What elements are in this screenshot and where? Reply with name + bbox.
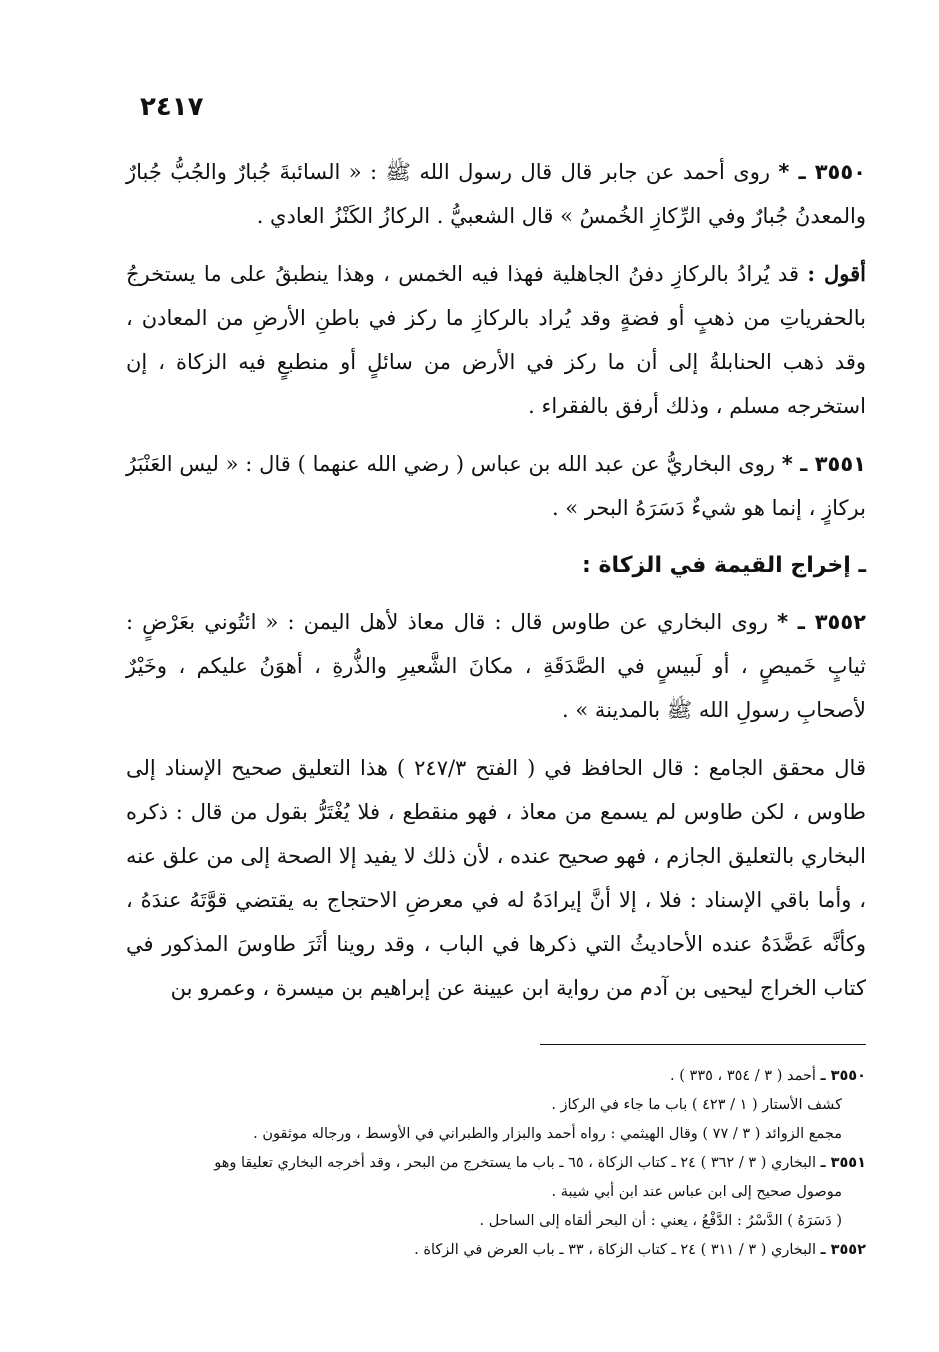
section-heading: ـ إخراج القيمة في الزكاة :: [582, 553, 866, 578]
commentary-lead: أقول :: [807, 261, 866, 286]
footnote-text: البخاري ( ٣ / ٣٦٢ ) ٢٤ ـ كتاب الزكاة ، ٦٥ ـ باب ما يستخرج من البحر ، وقد أخرجه البخاري تعليقا وهو: [214, 1155, 816, 1171]
hadith-number: ٣٥٥١ ـ *: [781, 452, 866, 476]
editor-note-text: قال محقق الجامع : قال الحافظ في ( الفتح ٢٤٧/٣ ) هذا التعليق صحيح الإسناد إلى طاوس ، لكن طاوس لم يسمع من معاذ ، فهو منقطع ، فلا يُغْتَرُّ بقول من قال : ذكره البخاري بالتعليق الجازم ، فهو صحيح عنده ، لأن ذلك لا يفيد إلا الصحة إلى من علق عنه ، وأما باقي الإسناد : فلا ، إلا أنَّ إيرادَهُ له في معرضِ الاحتجاج به يقتضي قوَّتَهُ عندَهُ ، وكأنَّه عَضَّدَهُ عنده الأحاديثُ التي ذكرها في الباب ، وقد روينا أثَرَ طاوسَ المذكور في كتاب الخراج ليحيى بن آدم من رواية ابن عيينة عن إبراهيم بن ميسرة ، وعمرو بن: [126, 756, 866, 1000]
hadith-text: روى أحمد عن جابر قال قال رسول الله ﷺ : « السائبةَ جُبارٌ والجُبُّ جُبارٌ والمعدنُ جُبارٌ وفي الرِّكازِ الخُمسُ » قال الشعبيُّ . الركازُ الكَنْزُ العادي .: [126, 160, 866, 228]
hadith-3552: [126, 600, 866, 732]
footnote-3551: [126, 1149, 866, 1178]
footnote-3552: [126, 1236, 866, 1265]
footnote-divider: [540, 1044, 866, 1045]
hadith-number: ٣٥٥٢ ـ *: [777, 610, 866, 634]
editor-note-paragraph: [126, 746, 866, 1010]
main-text: [126, 150, 866, 1024]
footnote-line: ( دَسَرَهُ ) الدَّسْرُ : الدَّفْعُ ، يعني : أن البحر ألقاه إلى الساحل .: [479, 1213, 842, 1229]
footnote-number: ٣٥٥٢ ـ: [820, 1242, 866, 1258]
footnote-line: مجمع الزوائد ( ٣ / ٧٧ ) وقال الهيثمي : رواه أحمد والبزار والطبراني في الأوسط ، ورجاله موثقون .: [253, 1126, 842, 1142]
footnote-number: ٣٥٥٠ ـ: [820, 1068, 866, 1084]
footnote-3550: [126, 1062, 866, 1091]
commentary-text: قد يُرادُ بالركازِ دفنُ الجاهلية فهذا فيه الخمس ، وهذا ينطبقُ على ما يستخرجُ بالحفرياتِ من ذهبٍ أو فضةٍ وقد يُراد بالركازِ ما ركز في باطنِ الأرضِ من المعادن ، وقد ذهب الحنابلةُ إلى أن ما ركز في الأرض من سائلٍ أو منطبعٍ فيه الزكاة ، إن استخرجه مسلم ، وذلك أرفق بالفقراء .: [126, 262, 866, 418]
footnote-line: موصول صحيح إلى ابن عباس عند ابن أبي شيبة .: [551, 1184, 842, 1200]
footnote-text: البخاري ( ٣ / ٣١١ ) ٢٤ ـ كتاب الزكاة ، ٣٣ ـ باب العرض في الزكاة .: [414, 1242, 816, 1258]
hadith-number: ٣٥٥٠ ـ *: [778, 160, 866, 184]
hadith-3551: [126, 442, 866, 530]
page-number: ٢٤١٧: [140, 92, 204, 122]
footnote-text: أحمد ( ٣ / ٣٥٤ ، ٣٣٥ ) .: [670, 1068, 816, 1084]
hadith-3550: [126, 150, 866, 238]
hadith-text: روى البخاريُّ عن عبد الله بن عباس ( رضي الله عنهما ) قال : « ليس العَنْبَرُ بركازٍ ، إنما هو شيءٌ دَسَرَهُ البحر » .: [126, 452, 866, 520]
hadith-text: روى البخاري عن طاوس قال : قال معاذ لأهل اليمن : « ائتُوني بعَرْضٍ : ثيابٍ خَميصٍ ، أو لَبيسٍ في الصَّدَقَةِ ، مكانَ الشَّعيرِ والذُّرةِ ، أهوَنُ عليكم ، وخَيْرٌ لأصحابِ رسولِ الله ﷺ بالمدينة » .: [126, 610, 866, 722]
footnote-line: كشف الأستار ( ١ / ٤٢٣ ) باب ما جاء في الركاز .: [551, 1097, 842, 1113]
footnotes: [126, 1062, 866, 1265]
footnote-number: ٣٥٥١ ـ: [820, 1155, 866, 1171]
commentary-paragraph: [126, 252, 866, 428]
